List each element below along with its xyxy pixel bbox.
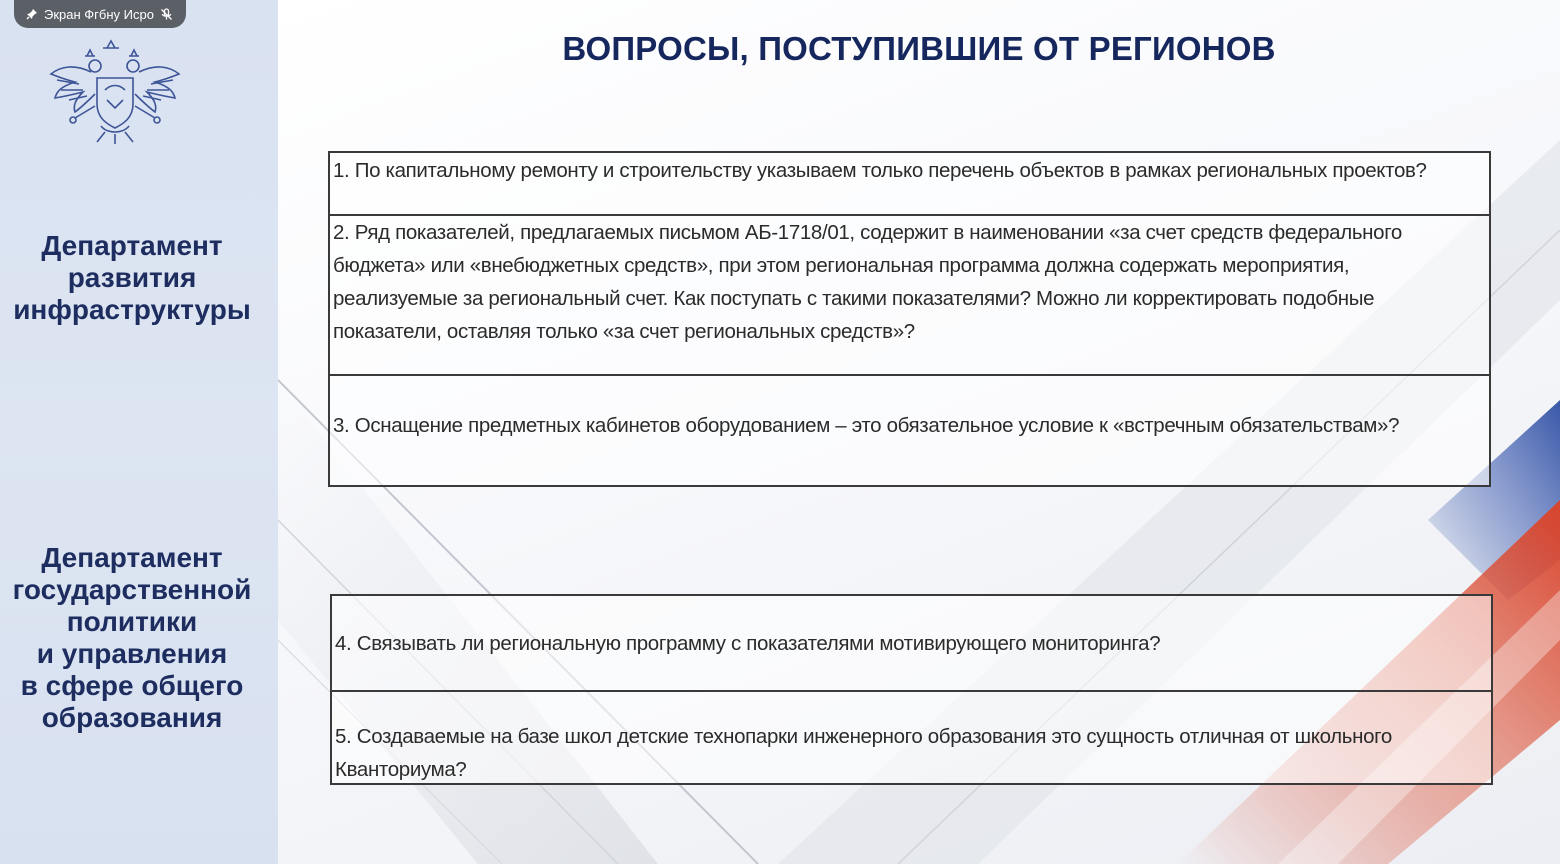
slide-title: ВОПРОСЫ, ПОСТУПИВШИЕ ОТ РЕГИОНОВ — [562, 30, 1276, 67]
left-sidebar — [0, 0, 278, 864]
mic-off-icon — [160, 8, 173, 21]
questions-table-infrastructure — [328, 151, 1491, 487]
screen-share-indicator[interactable] — [14, 0, 186, 28]
question-row-3: 3. Оснащение предметных кабинетов оборудованием – это обязательное условие к «встречным обязательствам»? — [330, 374, 1489, 485]
question-row-1: 1. По капитальному ремонту и строительству указываем только перечень объектов в рамках региональных проектов? — [333, 159, 1427, 182]
presenter-label: Экран Фгбну Исро — [44, 6, 154, 22]
department-general-education-title: Департамент государственной политики и управления в сфере общего образования — [12, 542, 252, 733]
question-row-4: 4. Связывать ли региональную программу с показателями мотивирующего мониторинга? — [335, 632, 1161, 655]
department-infrastructure-title: Департамент развития инфраструктуры — [13, 230, 251, 325]
question-row-2: 2. Ряд показателей, предлагаемых письмом АБ-1718/01, содержит в наименовании «за счет средств федерального бюджета» или «внебюджетных средств», при этом региональная программа должна содержать мероприятия, реализуемые за региональный счет. Как поступать с такими показателями? Можно ли корректировать подобные показатели, оставляя только «за счет региональных средств»? — [330, 214, 1489, 374]
coat-of-arms-icon — [45, 34, 185, 146]
pin-icon — [26, 8, 38, 20]
questions-table-general-education — [330, 594, 1493, 785]
question-row-5: 5. Создаваемые на базе школ детские технопарки инженерного образования это сущность отличная от школьного Кванториума? — [332, 690, 1491, 783]
